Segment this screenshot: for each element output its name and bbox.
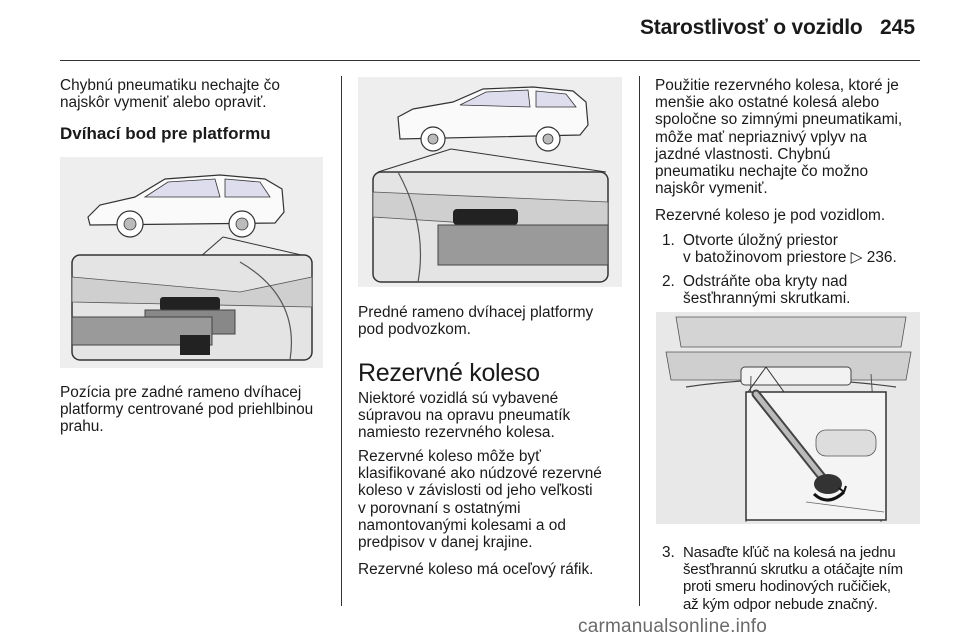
text-line: namontovanými kolesami a od xyxy=(358,516,566,534)
text-line: môže mať nepriaznivý vplyv na xyxy=(655,128,867,146)
text-line: Použitie rezervného kolesa, ktoré je xyxy=(655,77,899,94)
text-line: až kým odpor nebude značný. xyxy=(683,595,878,613)
lifting-point-heading: Dvíhací bod pre platformu xyxy=(60,124,271,143)
step-3-number: 3. xyxy=(662,544,675,561)
header-rule xyxy=(60,60,920,61)
text-line: Rezervné koleso je pod vozidlom. xyxy=(655,207,886,224)
text-line: v batožinovom priestore ▷ 236. xyxy=(683,249,897,267)
col1-intro-paragraph xyxy=(60,77,280,111)
col2-temp-spare-paragraph xyxy=(358,448,602,551)
car-front-lift-point-drawing xyxy=(358,77,622,287)
step-3-text xyxy=(683,544,903,613)
step-2-text xyxy=(683,273,850,307)
text-line: Pozícia pre zadné rameno dvíhacej xyxy=(60,384,302,401)
text-line: Niektoré vozidlá sú vybavené xyxy=(358,390,559,407)
step-2-number: 2. xyxy=(662,273,675,290)
text-line: v porovnaní s ostatnými xyxy=(358,499,521,517)
col2-repair-kit-paragraph xyxy=(358,390,570,442)
text-line: najskôr vymeniť. xyxy=(655,180,768,198)
lifting-point-rear-illustration xyxy=(60,157,323,368)
text-line: prahu. xyxy=(60,418,104,436)
col2-front-arm-paragraph xyxy=(358,304,593,338)
text-line: Rezervné koleso môže byť xyxy=(358,448,541,465)
text-line: šesťhrannú skrutku a otáčajte ním xyxy=(683,561,903,579)
spare-wheel-heading: Rezervné koleso xyxy=(358,359,540,387)
page-number: 245 xyxy=(880,16,916,39)
watermark-text: carmanualsonline.info xyxy=(578,616,768,637)
text-line: Otvorte úložný priestor xyxy=(683,232,838,249)
col3-spare-location-paragraph xyxy=(655,207,885,224)
front-arm-illustration xyxy=(358,77,622,287)
trunk-wrench-drawing xyxy=(656,312,920,524)
text-line: Chybnú pneumatiku nechajte čo xyxy=(60,77,280,94)
text-line: klasifikované ako núdzové rezervné xyxy=(358,465,602,483)
text-line: súpravou na opravu pneumatík xyxy=(358,407,571,425)
step-1-text xyxy=(683,232,897,266)
text-line: pneumatiku nechajte čo možno xyxy=(655,163,869,181)
text-line: Predné rameno dvíhacej platformy xyxy=(358,304,594,321)
car-side-lift-point-drawing xyxy=(60,157,323,368)
step-1-number: 1. xyxy=(662,232,675,249)
column-divider-2 xyxy=(639,76,640,606)
text-line: proti smeru hodinových ručičiek, xyxy=(683,578,891,596)
spare-wheel-wrench-illustration xyxy=(656,312,920,524)
col2-steel-rim-paragraph xyxy=(358,561,593,578)
text-line: pod podvozkom. xyxy=(358,321,471,339)
column-divider-1 xyxy=(341,76,342,606)
text-line: spoločne so zimnými pneumatikami, xyxy=(655,111,903,129)
text-line: predpisov v danej krajine. xyxy=(358,534,533,552)
text-line: namiesto rezervného kolesa. xyxy=(358,424,555,442)
page-header-title: Starostlivosť o vozidlo xyxy=(640,16,863,39)
text-line: Nasaďte kľúč na kolesá na jednu xyxy=(683,544,896,561)
text-line: šesťhrannými skrutkami. xyxy=(683,290,851,308)
text-line: Odstráňte oba kryty nad xyxy=(683,273,848,290)
text-line: menšie ako ostatné kolesá alebo xyxy=(655,94,880,112)
col3-handling-paragraph xyxy=(655,77,902,197)
text-line: platformy centrované pod priehlbinou xyxy=(60,401,314,419)
col1-rear-arm-paragraph xyxy=(60,384,313,436)
text-line: jazdné vlastnosti. Chybnú xyxy=(655,145,831,163)
text-line: Rezervné koleso má oceľový ráfik. xyxy=(358,561,594,578)
text-line: najskôr vymeniť alebo opraviť. xyxy=(60,94,267,112)
text-line: koleso v závislosti od jeho veľkosti xyxy=(358,482,593,500)
